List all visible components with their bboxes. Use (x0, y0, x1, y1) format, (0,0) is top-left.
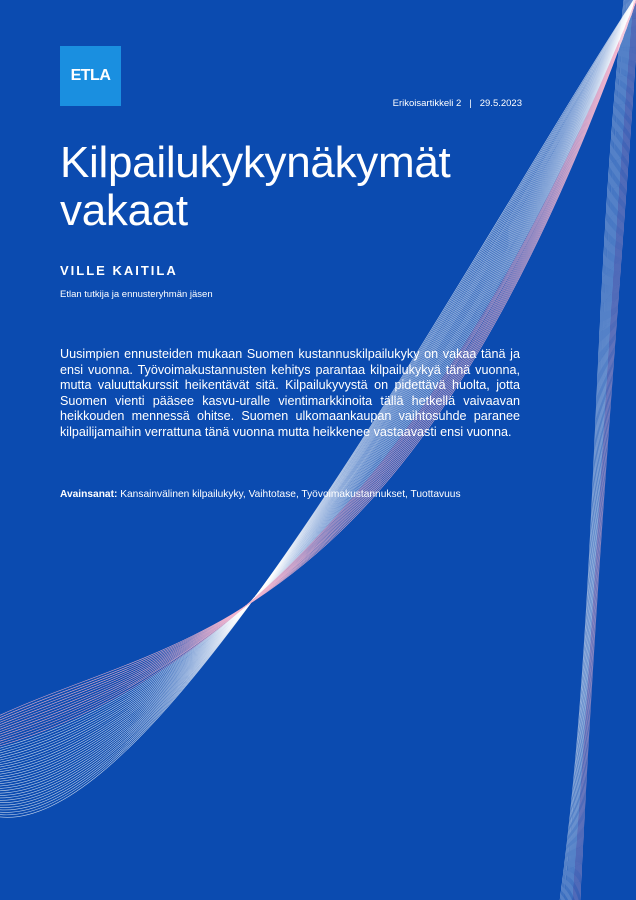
publication-meta (393, 98, 522, 109)
series-label: Erikoisartikkeli 2 (392, 98, 462, 109)
keywords (60, 487, 480, 502)
publication-date: 29.5.2023 (479, 98, 522, 109)
keywords-list: Kansainvälinen kilpailukyky, Vaihtotase, Työvoimakustannukset, Tuottavuus (120, 489, 461, 500)
wave-line-edge (580, 0, 636, 900)
abstract-text: Uusimpien ennusteiden mukaan Suomen kustannuskilpailukyky on vakaa tänä ja ensi vuonna. Työvoimakustannusten kehitys parantaa kilpailukykyä tänä vuonna, mutta valuuttakurssit heikentävät sitä. Kilpailukyvystä on pidettävä huolta, jotta Suomen vienti pääsee kasvu-uralle vientimarkkinoita tällä hetkellä vaivaavan heikkouden mennessä ohitse. Suomen ulkomaankaupan vaihtosuhde paranee kilpailijamaihin verrattuna tänä vuonna mutta heikkenee vastaavasti ensi vuonna. (60, 347, 520, 439)
keywords-label: Avainsanat: (60, 489, 118, 500)
page-title (60, 139, 560, 235)
author-name: VILLE KAITILA (60, 263, 178, 278)
meta-separator: | (469, 98, 472, 109)
author-affiliation: Etlan tutkija ja ennusteryhmän jäsen (60, 289, 213, 300)
title-line-1: Kilpailukykynäkymät (60, 138, 451, 187)
etla-logo (60, 46, 121, 106)
logo-text: ETLA (70, 67, 111, 84)
title-line-2: vakaat (60, 186, 188, 235)
